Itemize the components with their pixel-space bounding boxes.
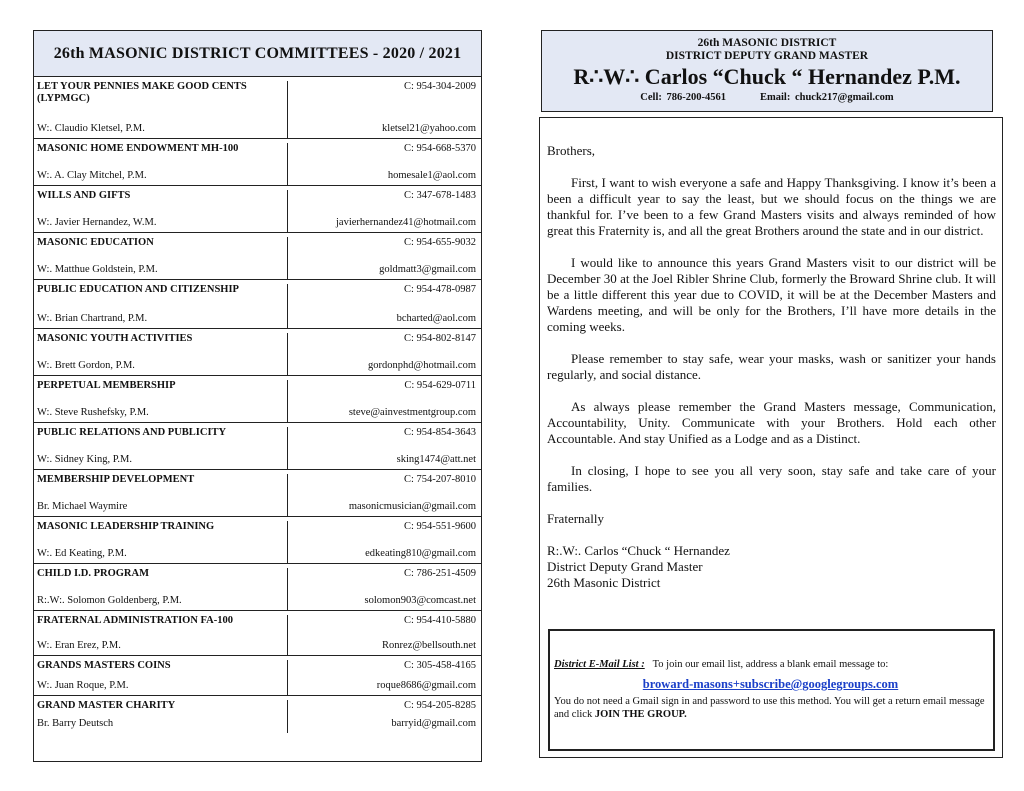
letter-paragraph: As always please remember the Grand Masters message, Communication, Accountability, Unity. Communicate with your Brothers. Hold each other Accountable. And stay Unified as a Lodge and as a Distinct.	[547, 399, 996, 446]
committee-chair: W:. Claudio Kletsel, P.M.	[37, 123, 145, 134]
signature-line: 26th Masonic District	[547, 575, 661, 590]
committee-info	[34, 237, 288, 279]
committee-row	[34, 611, 481, 656]
committee-email[interactable]: sking1474@att.net	[396, 454, 476, 465]
letter-greeting: Brothers,	[547, 143, 596, 158]
committee-phone: C: 954-478-0987	[403, 284, 476, 295]
committee-chair: W:. Brett Gordon, P.M.	[37, 360, 135, 371]
committee-name: MASONIC LEADERSHIP TRAINING	[37, 521, 215, 532]
ddgm-header	[541, 30, 993, 112]
committee-email[interactable]: masonicmusician@gmail.com	[348, 501, 476, 512]
committee-name: GRAND MASTER CHARITY	[37, 700, 176, 711]
committee-phone: C: 786-251-4509	[403, 568, 476, 579]
committee-phone: C: 754-207-8010	[403, 474, 476, 485]
committee-phone: C: 954-854-3643	[403, 427, 476, 438]
committee-name: PUBLIC RELATIONS AND PUBLICITY	[37, 427, 227, 438]
committee-row	[34, 139, 481, 186]
committee-contact	[288, 427, 481, 469]
committee-email[interactable]: gordonphd@hotmail.com	[368, 360, 476, 371]
committee-chair: W:. Ed Keating, P.M.	[37, 548, 127, 559]
committee-info	[34, 700, 288, 733]
committee-chair: W:. Steve Rushefsky, P.M.	[37, 407, 149, 418]
committee-name: MASONIC EDUCATION	[37, 237, 154, 248]
committee-chair: Br. Barry Deutsch	[37, 718, 114, 729]
committee-contact	[288, 237, 481, 279]
committee-email[interactable]: roque8686@gmail.com	[376, 680, 476, 691]
committee-name: LET YOUR PENNIES MAKE GOOD CENTS (LYPMGC)	[37, 81, 247, 104]
committee-email[interactable]: solomon903@comcast.net	[364, 595, 476, 606]
committee-name: PERPETUAL MEMBERSHIP	[37, 380, 176, 391]
letter-paragraph: I would like to announce this years Grand Masters visit to our district will be December 30 at the Joel Ribler Shrine Club, formerly the Broward Shrine club. It will be a little different this year due to COVID, it will be at the December Masters and Wardens meeting, and will be only for the Brothers, I’ll have more details in the coming weeks.	[547, 255, 996, 334]
committee-contact	[288, 615, 481, 655]
email-list-box	[548, 629, 995, 751]
committee-row	[34, 696, 481, 733]
committee-contact	[288, 333, 481, 375]
committee-row	[34, 77, 481, 139]
signature-line: District Deputy Grand Master	[547, 559, 703, 574]
join-group-text: JOIN THE GROUP.	[594, 709, 687, 720]
committee-info	[34, 615, 288, 655]
committee-info	[34, 521, 288, 563]
committee-info	[34, 474, 288, 516]
committee-phone: C: 954-205-8285	[403, 700, 476, 711]
email-list-intro-line	[554, 658, 987, 671]
committee-chair: W:. Juan Roque, P.M.	[37, 680, 129, 691]
committee-chair: W:. A. Clay Mitchel, P.M.	[37, 170, 147, 181]
committee-name: MEMBERSHIP DEVELOPMENT	[37, 474, 195, 485]
committee-chair: W:. Brian Chartrand, P.M.	[37, 313, 148, 324]
committees-title: 26th MASONIC DISTRICT COMMITTEES - 2020 / 2021	[34, 31, 481, 77]
committee-email[interactable]: kletsel21@yahoo.com	[382, 123, 476, 134]
committee-list	[34, 77, 481, 733]
committee-contact	[288, 568, 481, 610]
committee-contact	[288, 380, 481, 422]
email-note-text: You do not need a Gmail sign in and password to use this method. You will get a return email message and click	[554, 696, 985, 720]
committee-name: GRANDS MASTERS COINS	[37, 660, 171, 671]
committee-phone: C: 954-629-0711	[404, 380, 476, 391]
committee-chair: W:. Javier Hernandez, W.M.	[37, 217, 157, 228]
committee-contact	[288, 474, 481, 516]
email-list-label: District E-Mail List :	[554, 659, 645, 670]
committee-row	[34, 470, 481, 517]
committee-info	[34, 81, 288, 138]
committee-email[interactable]: barryid@gmail.com	[391, 718, 476, 729]
committee-info	[34, 333, 288, 375]
committee-name: WILLS AND GIFTS	[37, 190, 131, 201]
district-label: 26th MASONIC DISTRICT	[697, 37, 837, 49]
committee-chair: W:. Matthue Goldstein, P.M.	[37, 264, 158, 275]
committee-info	[34, 190, 288, 232]
committee-info	[34, 568, 288, 610]
committee-chair: W:. Eran Erez, P.M.	[37, 640, 121, 651]
committee-row	[34, 233, 481, 280]
committee-phone: C: 954-668-5370	[403, 143, 476, 154]
committee-phone: C: 954-551-9600	[403, 521, 476, 532]
committee-name: MASONIC HOME ENDOWMENT MH-100	[37, 143, 239, 154]
committee-phone: C: 954-410-5880	[403, 615, 476, 626]
letter-paragraph: First, I want to wish everyone a safe and Happy Thanksgiving. I know it’s been a been a difficult year to say the least, but we should focus on the things we are thankful for. I’ve been to a few Grand Masters visits and always reminded of how great this Fraternity is, and all the great Brothers around the state and in our district.	[547, 175, 996, 238]
committee-phone: C: 954-304-2009	[403, 81, 476, 92]
committee-email[interactable]: edkeating810@gmail.com	[365, 548, 476, 559]
committee-email[interactable]: Ronrez@bellsouth.net	[382, 640, 476, 651]
committee-contact	[288, 521, 481, 563]
committee-row	[34, 517, 481, 564]
subscribe-email-link[interactable]: broward-masons+subscribe@googlegroups.com	[642, 677, 899, 691]
committee-phone: C: 305-458-4165	[403, 660, 476, 671]
committee-phone: C: 954-802-8147	[403, 333, 476, 344]
committee-chair: Br. Michael Waymire	[37, 501, 128, 512]
committee-email[interactable]: homesale1@aol.com	[387, 170, 476, 181]
committee-row	[34, 423, 481, 470]
letter-paragraph: In closing, I hope to see you all very soon, stay safe and take care of your families.	[547, 463, 996, 494]
committee-contact	[288, 81, 481, 138]
committee-email[interactable]: javierhernandez41@hotmail.com	[336, 217, 476, 228]
committee-email[interactable]: goldmatt3@gmail.com	[379, 264, 476, 275]
committee-info	[34, 660, 288, 695]
committee-row	[34, 564, 481, 611]
committee-info	[34, 427, 288, 469]
committee-row	[34, 186, 481, 233]
committee-row	[34, 376, 481, 423]
committee-contact	[288, 143, 481, 185]
ddgm-contact	[542, 91, 992, 104]
committee-contact	[288, 660, 481, 695]
committee-info	[34, 284, 288, 328]
committee-name: FRATERNAL ADMINISTRATION FA-100	[37, 615, 234, 626]
committee-info	[34, 380, 288, 422]
committee-phone: C: 954-655-9032	[403, 237, 476, 248]
committee-chair: R:.W:. Solomon Goldenberg, P.M.	[37, 595, 182, 606]
committee-row	[34, 656, 481, 696]
email-list-intro: To join our email list, address a blank email message to:	[652, 659, 889, 670]
letter-paragraph: Please remember to stay safe, wear your masks, wash or sanitizer your hands regularly, and social distance.	[547, 351, 996, 382]
ddgm-cell: Cell: 786-200-4561	[640, 92, 726, 103]
committee-name: PUBLIC EDUCATION AND CITIZENSHIP	[37, 284, 239, 295]
ddgm-email: Email: chuck217@gmail.com	[760, 92, 894, 103]
committee-phone: C: 347-678-1483	[403, 190, 476, 201]
committee-row	[34, 280, 481, 329]
committee-chair: W:. Sidney King, P.M.	[37, 454, 132, 465]
committees-panel	[33, 30, 482, 762]
committee-name: CHILD I.D. PROGRAM	[37, 568, 149, 579]
committee-row	[34, 329, 481, 376]
committee-email[interactable]: bcharted@aol.com	[396, 313, 476, 324]
ddgm-label: DISTRICT DEPUTY GRAND MASTER	[665, 50, 869, 62]
ddgm-name: R∴W∴ Carlos “Chuck “ Hernandez P.M.	[573, 64, 961, 89]
committee-info	[34, 143, 288, 185]
signature-line: R:.W:. Carlos “Chuck “ Hernandez	[547, 543, 730, 558]
committee-name: MASONIC YOUTH ACTIVITIES	[37, 333, 193, 344]
committee-contact	[288, 700, 481, 733]
committee-contact	[288, 284, 481, 328]
letter-closing: Fraternally	[547, 511, 605, 526]
email-list-note	[554, 695, 987, 721]
committee-contact	[288, 190, 481, 232]
committee-email[interactable]: steve@ainvestmentgroup.com	[348, 407, 476, 418]
